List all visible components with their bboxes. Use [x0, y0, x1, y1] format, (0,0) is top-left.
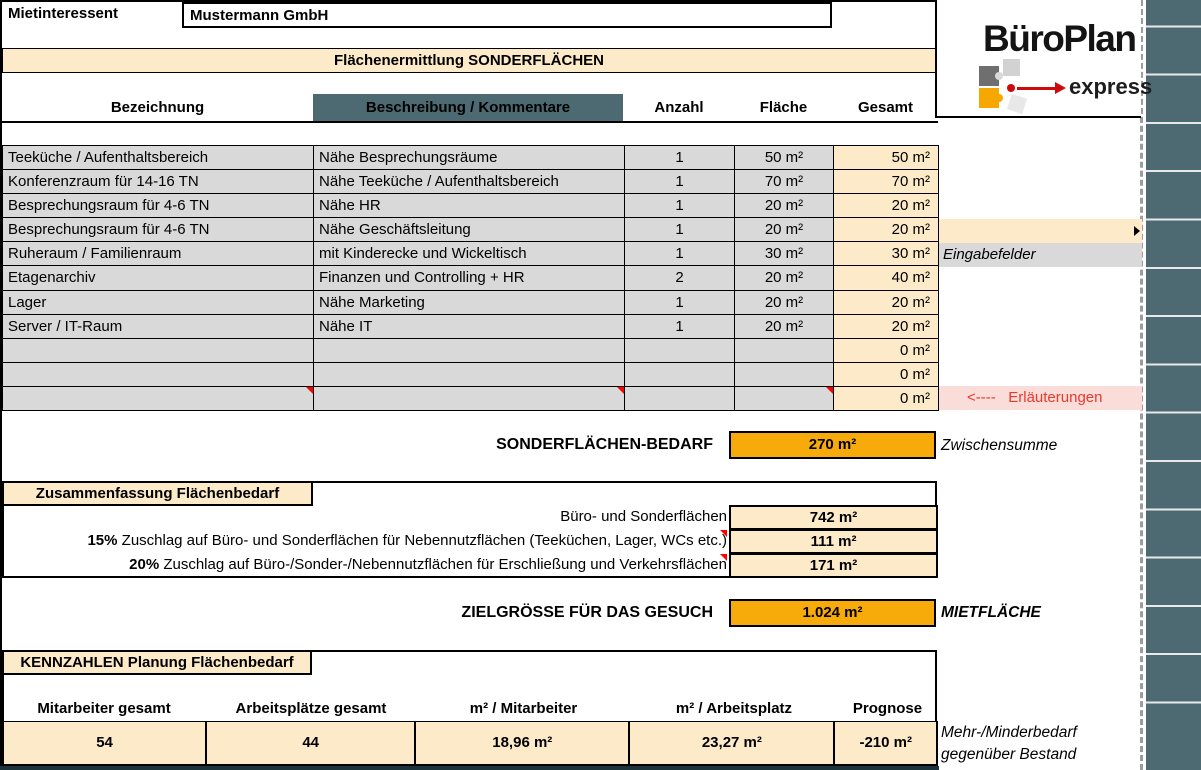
table-row	[3, 146, 939, 170]
cell-flaeche[interactable]: 20 m²	[735, 218, 834, 242]
cell-anzahl[interactable]: 1	[625, 146, 735, 170]
summary-title: Zusammenfassung Flächenbedarf	[2, 481, 313, 506]
cell-bezeichnung[interactable]	[3, 339, 314, 363]
table-row	[3, 315, 939, 339]
sidebar-teal-column	[1146, 0, 1201, 770]
kennzahlen-header: Mitarbeiter gesamt	[37, 700, 171, 717]
cell-flaeche[interactable]: 20 m²	[735, 291, 834, 315]
logo-puzzle-light-icon	[1003, 59, 1020, 76]
summary-rows	[2, 505, 938, 577]
column-header-bezeichnung: Bezeichnung	[110, 99, 205, 116]
target-label: ZIELGRÖSSE FÜR DAS GESUCH	[461, 604, 713, 621]
table-row	[3, 363, 939, 387]
cell-beschreibung[interactable]	[314, 363, 625, 387]
target-note: MIETFLÄCHE	[941, 604, 1041, 621]
sonderflaechen-table	[2, 145, 939, 411]
cell-flaeche[interactable]: 20 m²	[735, 266, 834, 290]
kennzahlen-value: -210 m²	[835, 722, 936, 764]
table-row	[3, 170, 939, 194]
legend-explanations: <---- Erläuterungen	[939, 386, 1142, 410]
cell-gesamt: 70 m²	[834, 170, 939, 194]
cell-bezeichnung[interactable]: Etagenarchiv	[3, 266, 314, 290]
kennzahlen-header: m² / Mitarbeiter	[469, 700, 578, 717]
column-header-gesamt: Gesamt	[857, 99, 914, 116]
legend-result-fields	[939, 219, 1142, 243]
cell-beschreibung[interactable]: Finanzen und Controlling + HR	[314, 266, 625, 290]
cell-anzahl[interactable]: 1	[625, 218, 735, 242]
kennzahlen-value: 54	[4, 722, 207, 764]
cell-beschreibung[interactable]	[314, 339, 625, 363]
kennzahlen-value: 44	[207, 722, 416, 764]
cell-flaeche[interactable]	[735, 339, 834, 363]
kennzahlen-header: Arbeitsplätze gesamt	[235, 700, 387, 717]
logo-puzzle-dark-icon	[979, 66, 999, 86]
summary-row	[2, 553, 938, 577]
cell-anzahl[interactable]	[625, 339, 735, 363]
bottom-edge-line	[0, 766, 939, 770]
table-row	[3, 387, 939, 411]
table-row	[3, 194, 939, 218]
cell-bezeichnung[interactable]	[3, 387, 314, 411]
kennzahlen-note-line1: Mehr-/Minderbedarf	[941, 724, 1077, 741]
comment-marker-icon	[306, 387, 313, 394]
cell-anzahl[interactable]	[625, 387, 735, 411]
cell-flaeche[interactable]	[735, 387, 834, 411]
cell-beschreibung[interactable]: Nähe Geschäftsleitung	[314, 218, 625, 242]
subtotal-value: 270 m²	[729, 431, 936, 459]
table-row	[3, 266, 939, 290]
summary-row	[2, 529, 938, 553]
column-header-anzahl: Anzahl	[654, 99, 704, 116]
table-row	[3, 218, 939, 242]
cell-bezeichnung[interactable]: Konferenzraum für 14-16 TN	[3, 170, 314, 194]
cell-beschreibung[interactable]: Nähe IT	[314, 315, 625, 339]
cell-anzahl[interactable]: 1	[625, 242, 735, 266]
cell-flaeche[interactable]: 30 m²	[735, 242, 834, 266]
cell-beschreibung[interactable]: Nähe Besprechungsräume	[314, 146, 625, 170]
kennzahlen-header: Prognose	[852, 700, 923, 717]
cell-bezeichnung[interactable]: Server / IT-Raum	[3, 315, 314, 339]
kennzahlen-note-line2: gegenüber Bestand	[941, 746, 1077, 763]
cell-anzahl[interactable]: 2	[625, 266, 735, 290]
cell-beschreibung[interactable]: Nähe Marketing	[314, 291, 625, 315]
tenant-input[interactable]	[182, 2, 832, 28]
summary-row-label: Büro- und Sonderflächen	[560, 508, 727, 525]
cell-anzahl[interactable]: 1	[625, 315, 735, 339]
summary-row-value: 111 m²	[729, 529, 938, 554]
cell-gesamt: 20 m²	[834, 194, 939, 218]
cell-gesamt: 30 m²	[834, 242, 939, 266]
legend-input-fields: Eingabefelder	[939, 243, 1142, 267]
overflow-arrow-icon	[1134, 226, 1140, 236]
cell-gesamt: 50 m²	[834, 146, 939, 170]
table-row	[3, 291, 939, 315]
cell-gesamt: 20 m²	[834, 315, 939, 339]
cell-gesamt: 20 m²	[834, 218, 939, 242]
cell-anzahl[interactable]	[625, 363, 735, 387]
cell-gesamt: 0 m²	[834, 363, 939, 387]
subtotal-note: Zwischensumme	[941, 437, 1058, 454]
subtotal-label: SONDERFLÄCHEN-BEDARF	[496, 436, 713, 453]
cell-flaeche[interactable]	[735, 363, 834, 387]
column-header-flaeche: Fläche	[759, 99, 808, 116]
cell-bezeichnung[interactable]: Lager	[3, 291, 314, 315]
logo-arrow-icon	[1017, 87, 1055, 90]
cell-flaeche[interactable]: 20 m²	[735, 315, 834, 339]
kennzahlen-headers	[2, 697, 938, 721]
logo	[935, 0, 1153, 118]
tenant-label: Mietinteressent	[8, 5, 119, 22]
kennzahlen-value: 23,27 m²	[630, 722, 835, 764]
cell-gesamt: 0 m²	[834, 387, 939, 411]
comment-marker-icon	[720, 554, 727, 561]
logo-tagline-text: express	[1069, 74, 1153, 99]
kennzahlen-value: 18,96 m²	[416, 722, 630, 764]
table-row	[3, 242, 939, 266]
kennzahlen-values	[2, 721, 938, 766]
table-row	[3, 339, 939, 363]
summary-row-value: 171 m²	[729, 553, 938, 578]
summary-row-label: 20% Zuschlag auf Büro-/Sonder-/Nebennutzflächen für Erschließung und Verkehrsflächen	[129, 556, 727, 573]
cell-flaeche[interactable]: 50 m²	[735, 146, 834, 170]
logo-brand-text: BüroPlan	[983, 18, 1136, 59]
cell-gesamt: 40 m²	[834, 266, 939, 290]
cell-bezeichnung[interactable]: Ruheraum / Familienraum	[3, 242, 314, 266]
cell-beschreibung[interactable]: Nähe HR	[314, 194, 625, 218]
logo-red-dot-icon	[1007, 84, 1015, 92]
logo-arrowhead-icon	[1055, 82, 1066, 94]
kennzahlen-title: KENNZAHLEN Planung Flächenbedarf	[2, 650, 312, 675]
summary-row-value: 742 m²	[729, 505, 938, 530]
summary-row-label: 15% Zuschlag auf Büro- und Sonderflächen für Nebennutzflächen (Teeküchen, Lager, WCs etc.)	[87, 532, 727, 549]
cell-bezeichnung[interactable]: Besprechungsraum für 4-6 TN	[3, 218, 314, 242]
cell-gesamt: 0 m²	[834, 339, 939, 363]
section-title: Flächenermittlung SONDERFLÄCHEN	[2, 48, 936, 73]
cell-beschreibung[interactable]	[314, 387, 625, 411]
cell-flaeche[interactable]: 20 m²	[735, 194, 834, 218]
cell-gesamt: 20 m²	[834, 291, 939, 315]
summary-row	[2, 505, 938, 529]
kennzahlen-header: m² / Arbeitsplatz	[675, 700, 793, 717]
cell-anzahl[interactable]: 1	[625, 194, 735, 218]
cell-anzahl[interactable]: 1	[625, 170, 735, 194]
header-underline	[0, 121, 938, 123]
cell-beschreibung[interactable]: Nähe Teeküche / Aufenthaltsbereich	[314, 170, 625, 194]
logo-puzzle-ghost-icon	[1007, 94, 1027, 114]
comment-marker-icon	[617, 387, 624, 394]
logo-puzzle-yellow-icon	[979, 88, 999, 108]
cell-bezeichnung[interactable]	[3, 363, 314, 387]
target-value: 1.024 m²	[729, 599, 936, 627]
cell-flaeche[interactable]: 70 m²	[735, 170, 834, 194]
cell-anzahl[interactable]: 1	[625, 291, 735, 315]
cell-bezeichnung[interactable]: Besprechungsraum für 4-6 TN	[3, 194, 314, 218]
cell-beschreibung[interactable]: mit Kinderecke und Wickeltisch	[314, 242, 625, 266]
comment-marker-icon	[826, 387, 833, 394]
comment-marker-icon	[720, 530, 727, 537]
column-header-beschreibung: Beschreibung / Kommentare	[313, 94, 623, 122]
cell-bezeichnung[interactable]: Teeküche / Aufenthaltsbereich	[3, 146, 314, 170]
